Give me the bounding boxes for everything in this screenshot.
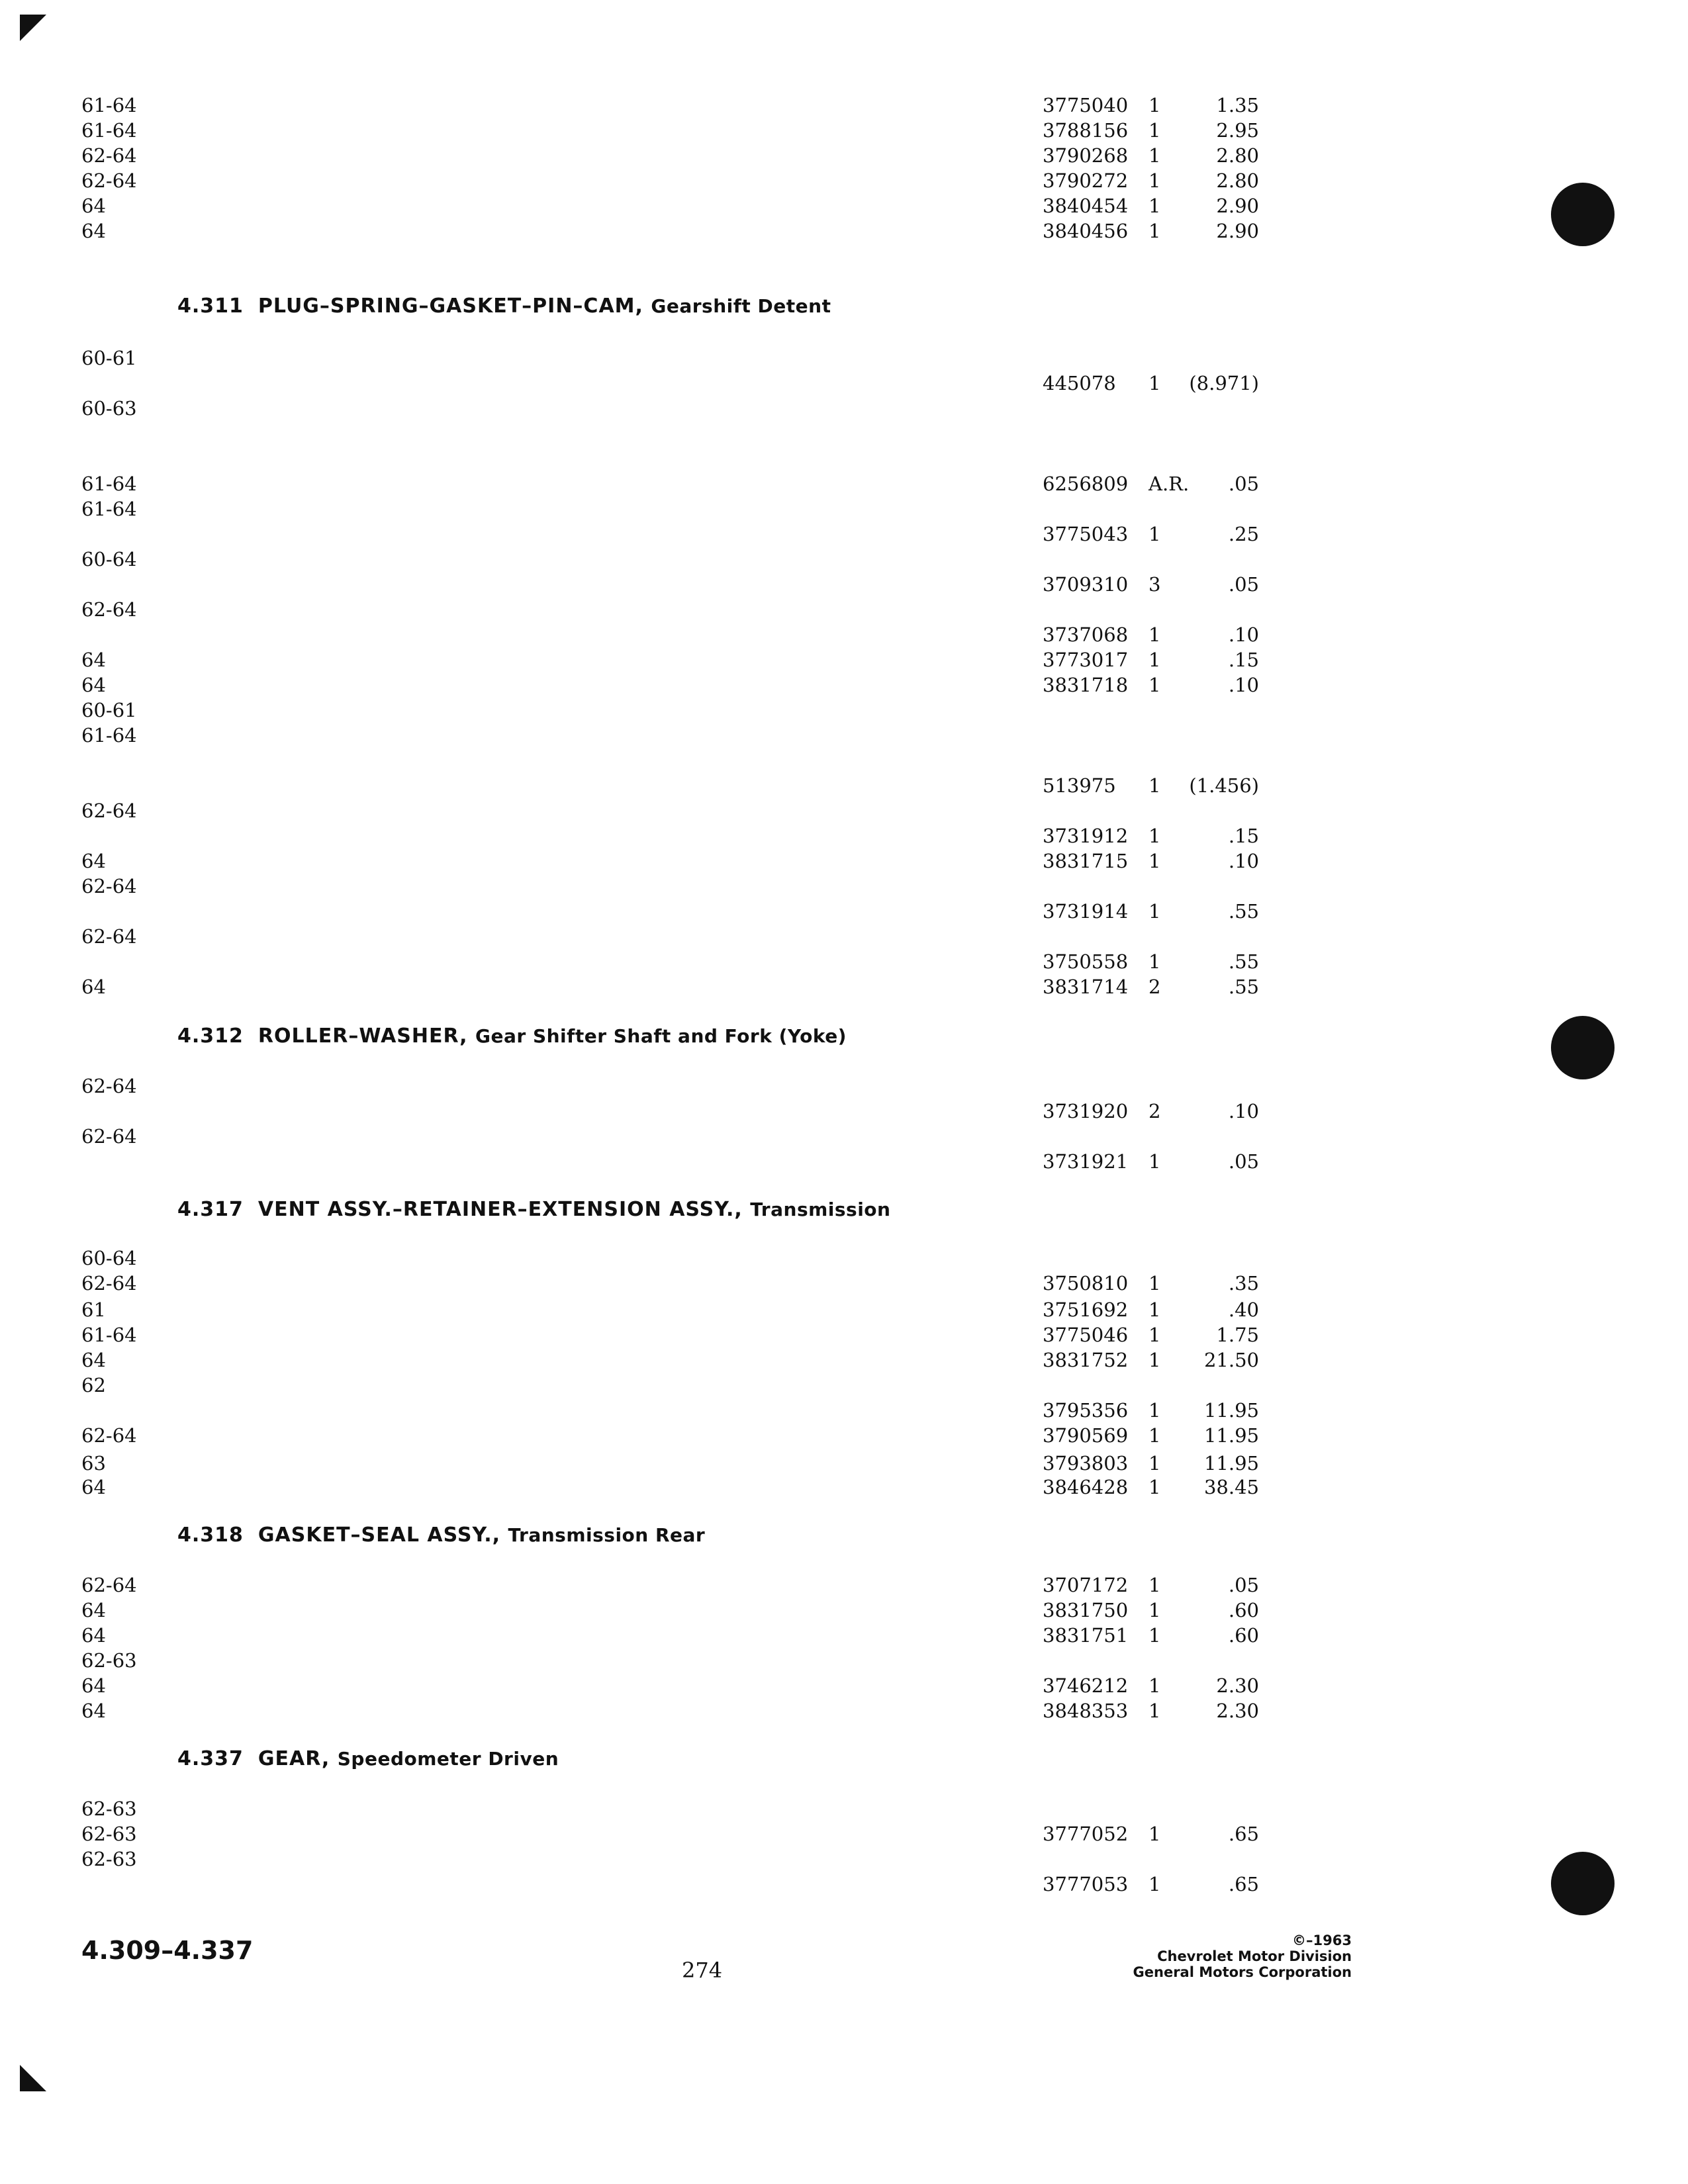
model-years: 64 <box>81 1349 106 1371</box>
part-number: 3790569 <box>1043 1424 1129 1447</box>
part-number: 3737068 <box>1043 623 1129 646</box>
registration-mark-top <box>20 15 46 41</box>
part-number: 3707172 <box>1043 1574 1129 1596</box>
model-years: 61-64 <box>81 498 137 520</box>
section-heading <box>177 1198 890 1221</box>
quantity: 1 <box>1149 1674 1161 1697</box>
section-subtitle: Gear Shifter Shaft and Fork (Yoke) <box>475 1025 847 1047</box>
section-number: 4.317 <box>177 1198 244 1221</box>
model-years: 60-63 <box>81 397 137 420</box>
part-number: 445078 <box>1043 372 1116 394</box>
table-row <box>0 1698 1688 1723</box>
model-years: 60-61 <box>81 699 137 721</box>
price: .35 <box>1228 1272 1259 1295</box>
table-row <box>0 1124 1688 1149</box>
table-row <box>0 471 1688 496</box>
table-row <box>0 1373 1688 1398</box>
price: .10 <box>1228 1100 1259 1122</box>
price: 11.95 <box>1203 1452 1259 1475</box>
quantity: 1 <box>1149 1476 1161 1498</box>
price: (1.456) <box>1189 774 1259 797</box>
part-number: 3731921 <box>1043 1150 1129 1173</box>
model-years: 62 <box>81 1374 106 1396</box>
table-row <box>0 798 1688 823</box>
part-number: 3846428 <box>1043 1476 1129 1498</box>
model-years: 64 <box>81 649 106 671</box>
section-subtitle: Gearshift Detent <box>651 295 831 317</box>
model-years: 64 <box>81 1599 106 1621</box>
model-years: 62-63 <box>81 1823 137 1845</box>
model-years: 64 <box>81 850 106 872</box>
table-row <box>0 421 1688 446</box>
table-row <box>0 496 1688 522</box>
quantity: 1 <box>1149 119 1161 142</box>
quantity: 1 <box>1149 1873 1161 1895</box>
price: 2.95 <box>1216 119 1259 142</box>
table-row <box>0 924 1688 949</box>
quantity: A.R. <box>1149 473 1190 495</box>
price: .15 <box>1228 825 1259 847</box>
model-years: 60-64 <box>81 1247 137 1269</box>
price: 38.45 <box>1203 1476 1259 1498</box>
part-number: 3831750 <box>1043 1599 1129 1621</box>
model-years: 64 <box>81 1674 106 1697</box>
quantity: 1 <box>1149 1272 1161 1295</box>
part-number: 3790272 <box>1043 169 1129 192</box>
quantity: 1 <box>1149 900 1161 923</box>
section-number: 4.318 <box>177 1524 244 1547</box>
part-number: 3751692 <box>1043 1298 1129 1321</box>
quantity: 1 <box>1149 623 1161 646</box>
table-row <box>0 1149 1688 1174</box>
model-years: 62-63 <box>81 1649 137 1672</box>
quantity: 1 <box>1149 1424 1161 1447</box>
copyright-corporation: General Motors Corporation <box>1133 1964 1352 1980</box>
quantity: 1 <box>1149 850 1161 872</box>
quantity: 1 <box>1149 1298 1161 1321</box>
table-row <box>0 522 1688 547</box>
table-row <box>0 1322 1688 1347</box>
copyright-block <box>1133 1933 1352 1980</box>
table-row <box>0 748 1688 773</box>
price: 2.30 <box>1216 1700 1259 1722</box>
price: .60 <box>1228 1624 1259 1647</box>
quantity: 1 <box>1149 825 1161 847</box>
table-row <box>0 168 1688 193</box>
model-years: 63 <box>81 1452 106 1475</box>
table-row <box>0 1073 1688 1099</box>
table-row <box>0 597 1688 622</box>
table-row <box>0 1297 1688 1322</box>
table-row <box>0 773 1688 798</box>
model-years: 62-64 <box>81 799 137 822</box>
section-title: VENT ASSY.–RETAINER–EXTENSION ASSY., <box>258 1198 751 1221</box>
price: .40 <box>1228 1298 1259 1321</box>
table-row <box>0 899 1688 924</box>
model-years: 64 <box>81 976 106 998</box>
price: 21.50 <box>1203 1349 1259 1371</box>
quantity: 1 <box>1149 1349 1161 1371</box>
part-number: 3731914 <box>1043 900 1129 923</box>
quantity: 1 <box>1149 1823 1161 1845</box>
table-row <box>0 672 1688 698</box>
table-row <box>0 848 1688 874</box>
table-row <box>0 1246 1688 1271</box>
quantity: 1 <box>1149 1700 1161 1722</box>
table-row <box>0 1572 1688 1598</box>
table-row <box>0 647 1688 672</box>
section-number: 4.311 <box>177 295 244 318</box>
quantity: 1 <box>1149 169 1161 192</box>
registration-mark-bottom <box>20 2065 46 2091</box>
table-row <box>0 1648 1688 1673</box>
copyright-year: ©–1963 <box>1292 1933 1352 1948</box>
model-years: 64 <box>81 1700 106 1722</box>
price: 2.30 <box>1216 1674 1259 1697</box>
table-row <box>0 193 1688 218</box>
table-row <box>0 1451 1688 1476</box>
table-row <box>0 1475 1688 1500</box>
price: 1.35 <box>1216 94 1259 116</box>
table-row <box>0 143 1688 168</box>
price: .05 <box>1228 1574 1259 1596</box>
part-number: 3840454 <box>1043 195 1129 217</box>
price: .55 <box>1228 950 1259 973</box>
quantity: 1 <box>1149 1599 1161 1621</box>
price: .05 <box>1228 473 1259 495</box>
price: .15 <box>1228 649 1259 671</box>
part-number: 3831751 <box>1043 1624 1129 1647</box>
model-years: 62-64 <box>81 1272 137 1295</box>
quantity: 1 <box>1149 94 1161 116</box>
model-years: 64 <box>81 1476 106 1498</box>
section-number: 4.312 <box>177 1024 244 1048</box>
price: .25 <box>1228 523 1259 545</box>
part-number: 3731912 <box>1043 825 1129 847</box>
quantity: 1 <box>1149 144 1161 167</box>
section-subtitle: Speedometer Driven <box>337 1748 559 1770</box>
part-number: 3788156 <box>1043 119 1129 142</box>
price: .10 <box>1228 674 1259 696</box>
page-number: 274 <box>682 1958 723 1983</box>
table-row <box>0 547 1688 572</box>
model-years: 60-64 <box>81 548 137 570</box>
table-row <box>0 949 1688 974</box>
model-years: 62-64 <box>81 1125 137 1148</box>
model-years: 62-64 <box>81 1075 137 1097</box>
model-years: 62-63 <box>81 1848 137 1870</box>
section-heading <box>177 1747 559 1770</box>
table-row <box>0 1623 1688 1648</box>
price: .65 <box>1228 1823 1259 1845</box>
quantity: 1 <box>1149 195 1161 217</box>
model-years: 62-64 <box>81 144 137 167</box>
model-years: 64 <box>81 220 106 242</box>
section-title: ROLLER–WASHER, <box>258 1024 476 1048</box>
quantity: 1 <box>1149 1150 1161 1173</box>
model-years: 62-64 <box>81 1424 137 1447</box>
table-row <box>0 622 1688 647</box>
section-number: 4.337 <box>177 1747 244 1770</box>
table-row <box>0 118 1688 143</box>
quantity: 1 <box>1149 774 1161 797</box>
part-number: 3831714 <box>1043 976 1129 998</box>
table-row <box>0 1796 1688 1821</box>
table-row <box>0 345 1688 371</box>
section-subtitle: Transmission Rear <box>508 1524 706 1546</box>
model-years: 64 <box>81 674 106 696</box>
model-years: 61-64 <box>81 119 137 142</box>
model-years: 64 <box>81 1624 106 1647</box>
section-title: PLUG–SPRING–GASKET–PIN–CAM, <box>258 295 651 318</box>
part-number: 3775043 <box>1043 523 1129 545</box>
model-years: 64 <box>81 195 106 217</box>
quantity: 1 <box>1149 220 1161 242</box>
part-number: 3831718 <box>1043 674 1129 696</box>
price: 2.90 <box>1216 195 1259 217</box>
price: .10 <box>1228 850 1259 872</box>
model-years: 61 <box>81 1298 106 1321</box>
quantity: 1 <box>1149 1624 1161 1647</box>
quantity: 3 <box>1149 573 1161 596</box>
table-row <box>0 1821 1688 1846</box>
quantity: 1 <box>1149 523 1161 545</box>
price: .55 <box>1228 976 1259 998</box>
part-number: 3777053 <box>1043 1873 1129 1895</box>
table-row <box>0 1271 1688 1296</box>
page-range: 4.309–4.337 <box>81 1936 254 1965</box>
table-row <box>0 974 1688 999</box>
price: .55 <box>1228 900 1259 923</box>
model-years: 62-64 <box>81 1574 137 1596</box>
price: .60 <box>1228 1599 1259 1621</box>
section-title: GEAR, <box>258 1747 338 1770</box>
table-row <box>0 1673 1688 1698</box>
section-heading <box>177 295 831 318</box>
price: .05 <box>1228 1150 1259 1173</box>
quantity: 1 <box>1149 1324 1161 1346</box>
model-years: 62-63 <box>81 1797 137 1820</box>
price: .05 <box>1228 573 1259 596</box>
model-years: 61-64 <box>81 1324 137 1346</box>
quantity: 1 <box>1149 950 1161 973</box>
part-number: 513975 <box>1043 774 1116 797</box>
price: .65 <box>1228 1873 1259 1895</box>
part-number: 3773017 <box>1043 649 1129 671</box>
binder-hole-middle <box>1551 1016 1615 1079</box>
part-number: 3775046 <box>1043 1324 1129 1346</box>
table-row <box>0 823 1688 848</box>
quantity: 1 <box>1149 1574 1161 1596</box>
price: 1.75 <box>1216 1324 1259 1346</box>
part-number: 3731920 <box>1043 1100 1129 1122</box>
part-number: 3750558 <box>1043 950 1129 973</box>
price: 2.80 <box>1216 144 1259 167</box>
part-number: 6256809 <box>1043 473 1129 495</box>
table-row <box>0 723 1688 748</box>
quantity: 1 <box>1149 649 1161 671</box>
table-row <box>0 1872 1688 1897</box>
price: (8.971) <box>1189 372 1259 394</box>
price: 2.80 <box>1216 169 1259 192</box>
part-number: 3793803 <box>1043 1452 1129 1475</box>
copyright-division: Chevrolet Motor Division <box>1157 1948 1352 1964</box>
table-row <box>0 1099 1688 1124</box>
part-number: 3777052 <box>1043 1823 1129 1845</box>
part-number: 3709310 <box>1043 573 1129 596</box>
section-heading <box>177 1024 847 1048</box>
part-number: 3840456 <box>1043 220 1129 242</box>
part-number: 3795356 <box>1043 1399 1129 1422</box>
table-row <box>0 446 1688 471</box>
table-row <box>0 93 1688 118</box>
model-years: 60-61 <box>81 347 137 369</box>
table-row <box>0 218 1688 244</box>
quantity: 2 <box>1149 976 1161 998</box>
table-row <box>0 1846 1688 1872</box>
table-row <box>0 572 1688 597</box>
price: 11.95 <box>1203 1399 1259 1422</box>
quantity: 1 <box>1149 372 1161 394</box>
model-years: 62-64 <box>81 169 137 192</box>
quantity: 1 <box>1149 674 1161 696</box>
table-row <box>0 1347 1688 1373</box>
model-years: 61-64 <box>81 473 137 495</box>
part-number: 3750810 <box>1043 1272 1129 1295</box>
section-subtitle: Transmission <box>750 1199 891 1220</box>
part-number: 3790268 <box>1043 144 1129 167</box>
price: .10 <box>1228 623 1259 646</box>
table-row <box>0 371 1688 396</box>
section-title: GASKET–SEAL ASSY., <box>258 1524 508 1547</box>
model-years: 62-64 <box>81 875 137 897</box>
table-row <box>0 1598 1688 1623</box>
model-years: 61-64 <box>81 94 137 116</box>
part-number: 3831752 <box>1043 1349 1129 1371</box>
price: 2.90 <box>1216 220 1259 242</box>
quantity: 1 <box>1149 1452 1161 1475</box>
model-years: 61-64 <box>81 724 137 747</box>
table-row <box>0 874 1688 899</box>
table-row <box>0 396 1688 421</box>
part-number: 3831715 <box>1043 850 1129 872</box>
section-heading <box>177 1524 705 1547</box>
table-row <box>0 1398 1688 1423</box>
part-number: 3746212 <box>1043 1674 1129 1697</box>
model-years: 62-64 <box>81 925 137 948</box>
model-years: 62-64 <box>81 598 137 621</box>
part-number: 3848353 <box>1043 1700 1129 1722</box>
table-row <box>0 1423 1688 1448</box>
part-number: 3775040 <box>1043 94 1129 116</box>
price: 11.95 <box>1203 1424 1259 1447</box>
quantity: 1 <box>1149 1399 1161 1422</box>
table-row <box>0 698 1688 723</box>
quantity: 2 <box>1149 1100 1161 1122</box>
